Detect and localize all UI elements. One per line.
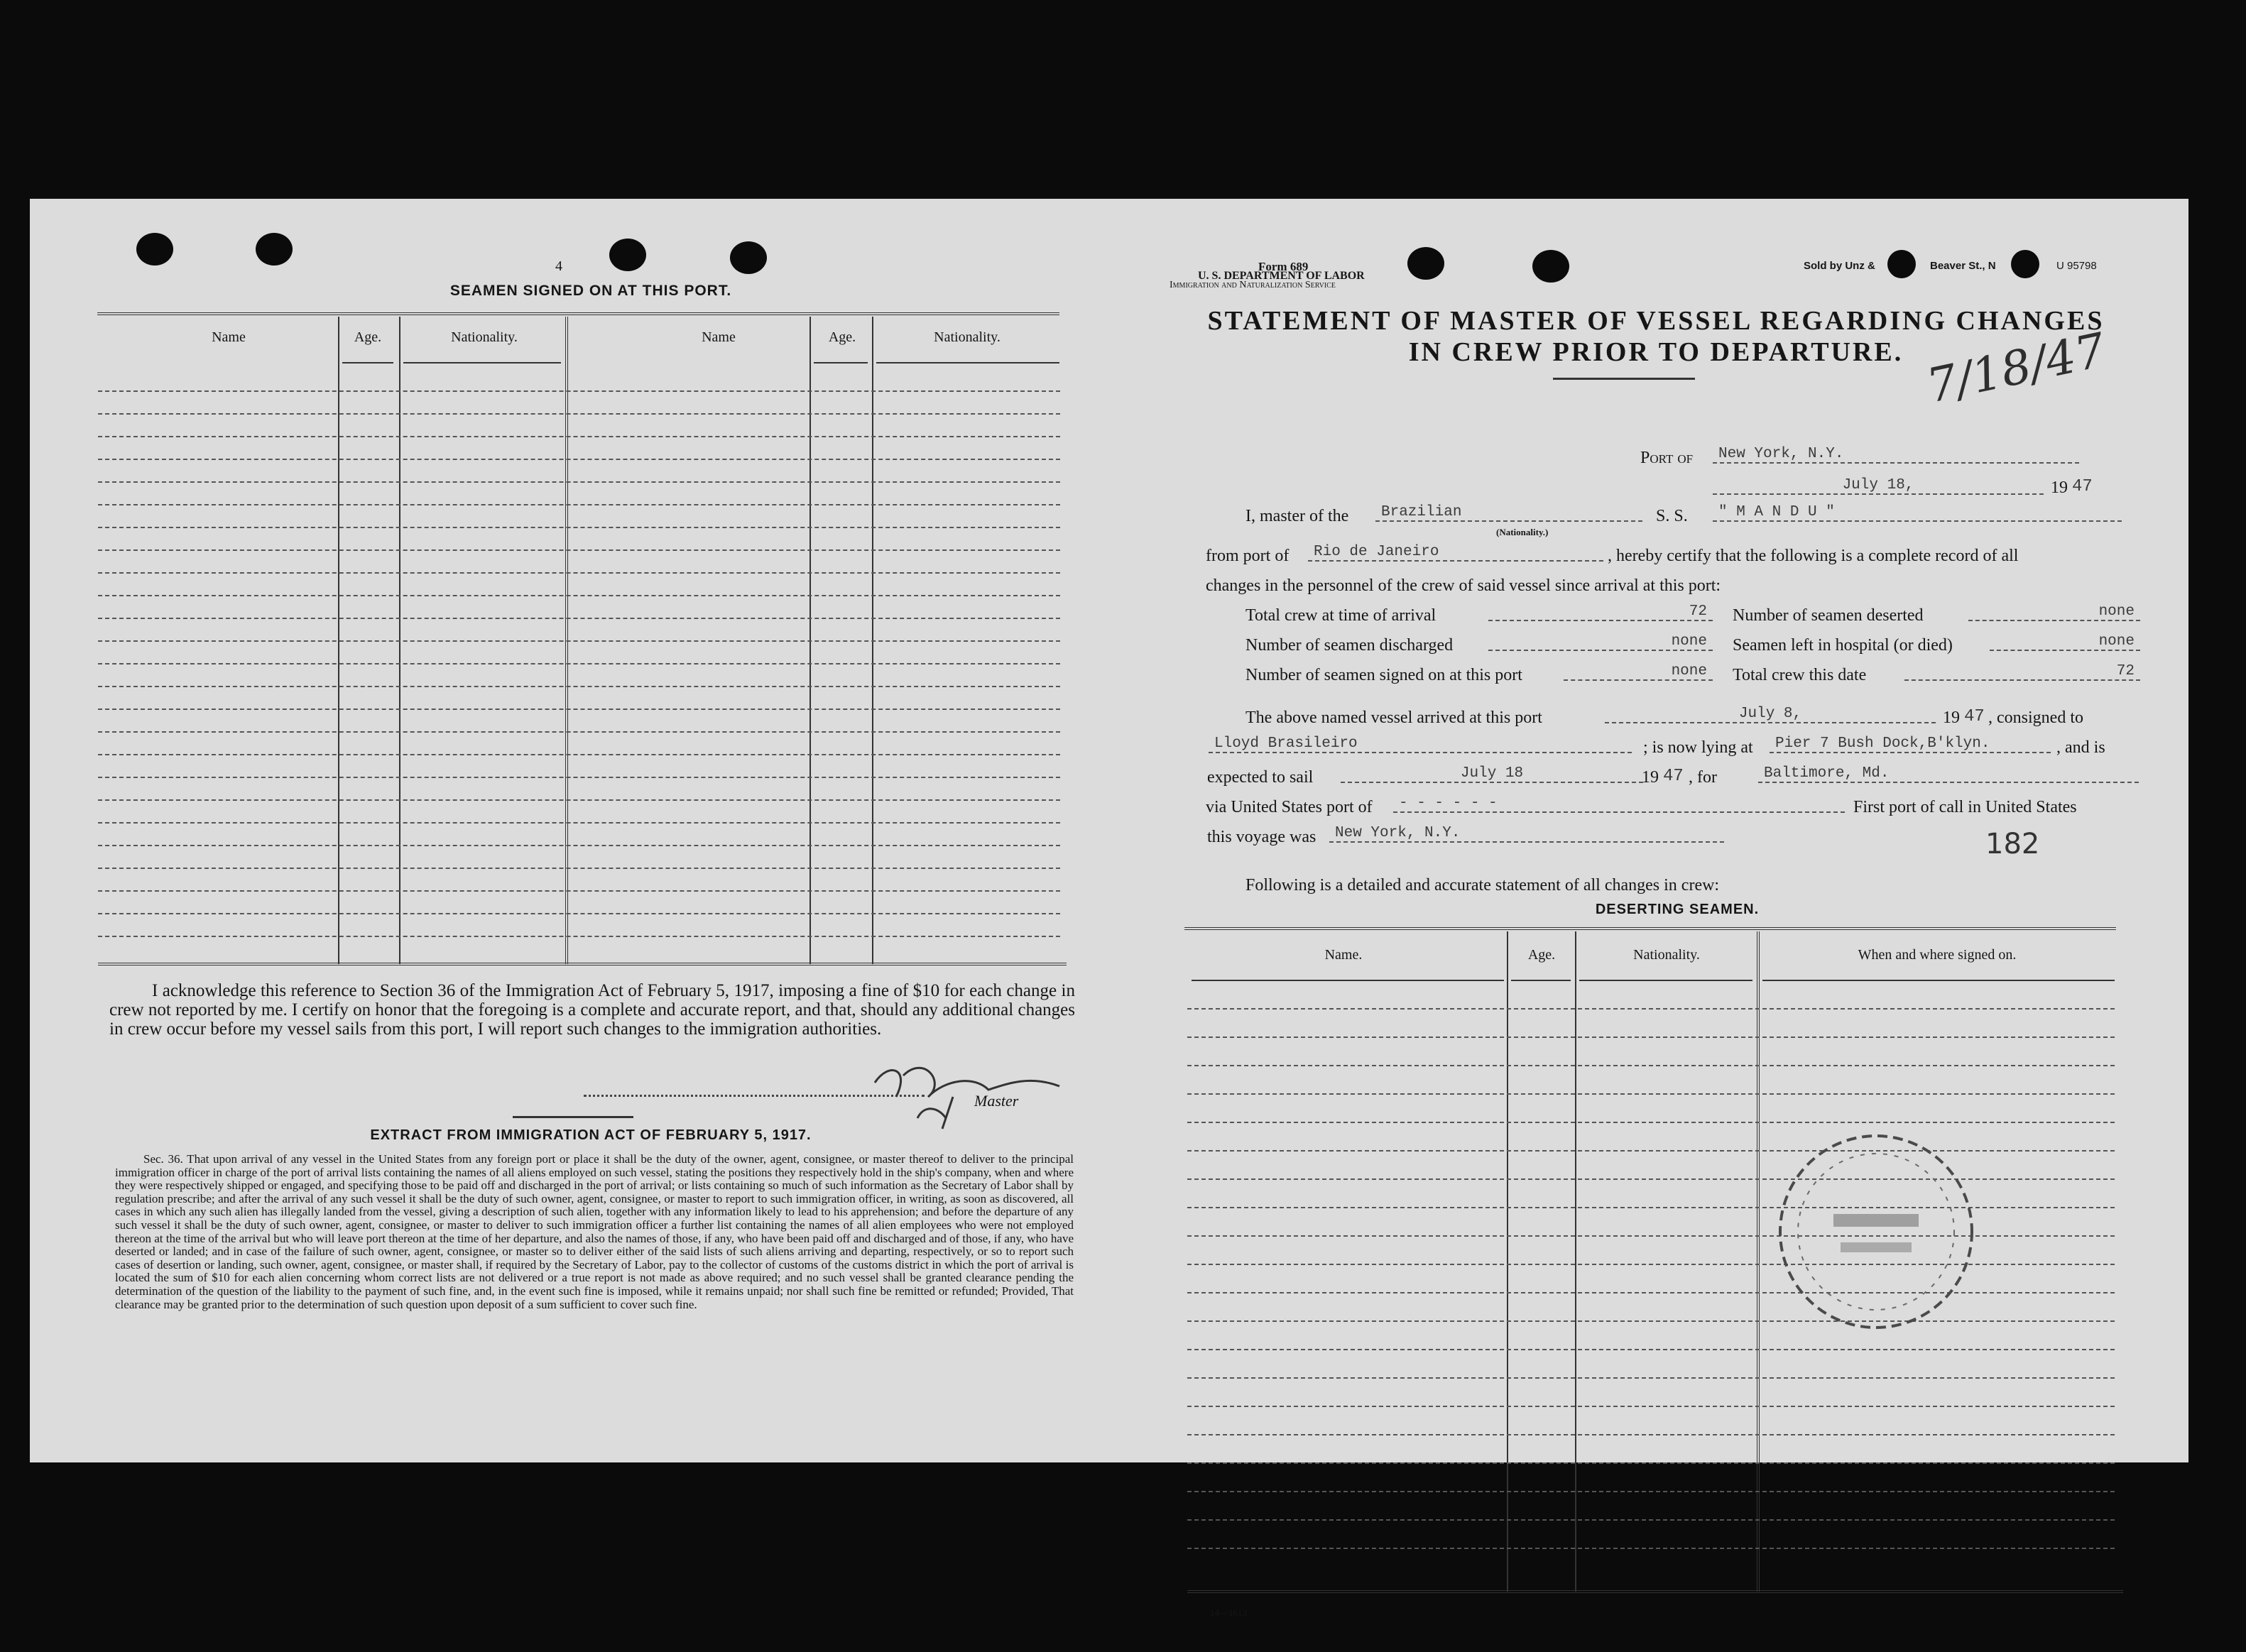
following-text: Following is a detailed and accurate statement of all changes in crew: (1245, 876, 1720, 895)
punch-hole (609, 239, 646, 271)
punch-hole (256, 233, 293, 266)
stat-value: none (1488, 633, 1713, 651)
stat-label: Number of seamen deserted (1733, 606, 1924, 625)
sail-year-prefix: 19 (1642, 768, 1659, 787)
punch-hole (136, 233, 173, 266)
extract-text: Sec. 36. That upon arrival of any vessel in the United States from any foreign port or place it shall be the duty of the owner, agent, consignee, or master thereof to deliver to the principal immigration officer in charge of the port of arrival lists containing the names of all aliens employed on such vessel, stating the positions they respectively hold in the ship's company, when and where they were respectively shipped or engaged, and specifying those to be paid off and discharged in the port of arrival; or lists containing so much of such information as the Secretary of Labor shall by regulation prescribe; and after the arrival of any such vessel it shall be the duty of such owner, agent, consignee, or master to report to such immigration officer, in writing, as soon as discovered, all cases in which any such alien has illegally landed from the vessel, giving a description of such alien, together with any information likely to lead to his apprehension; and before the departure of any such vessel it shall be the duty of such owner, agent, consignee, or master to deliver to such immigration officer a further list containing the names of all alien employees who were not employed thereon at the time of the arrival but who will leave port thereon at the time of her departure, and also the names of those, if any, who have been paid off and discharged and of those, if any, who have deserted or landed; and in case of the failure of such owner, agent, consignee, or master so to deliver either of the said lists of such aliens arriving and departing, respectively, or so to report such cases of desertion or landing, such owner, agent, consignee, or master shall, if required by the Secretary of Labor, pay to the collector of customs of the customs district in which the port of arrival is located the sum of $10 for each alien concerning whom correct lists are not delivered or a true report is not made as above required; and no such vessel shall be granted clearance pending the determination of the question of the liability to the payment of such fine, and, in the event such fine is imposed, while it remains unpaid; nor shall such fine be remitted or refunded; Provided, That clearance may be granted prior to the determination of such question upon deposit of a sum sufficient to cover such fine. (115, 1152, 1074, 1311)
handwritten-date: 7/18/47 (1921, 322, 2110, 414)
stat-value: 72 (1488, 603, 1713, 621)
department-name: U. S. DEPARTMENT OF LABOR (1198, 270, 1365, 282)
circular-stamp (1762, 1129, 1990, 1335)
column-header: Name (212, 329, 246, 345)
punch-hole (1887, 250, 1916, 278)
seller-name: Sold by Unz & (1804, 260, 1875, 272)
page-number: 4 (555, 258, 562, 274)
form-title-line2: IN CREW PRIOR TO DEPARTURE. (1408, 337, 1904, 367)
form-title-line1: STATEMENT OF MASTER OF VESSEL REGARDING CHANGES (1207, 306, 2105, 336)
nationality-caption: (Nationality.) (1496, 527, 1549, 537)
lying-label: ; is now lying at (1643, 738, 1753, 757)
document-sheet (30, 199, 2188, 1618)
destination-field: Baltimore, Md. (1758, 765, 2139, 783)
sail-year: 47 (1663, 767, 1684, 786)
print-code: 14—1613 (1210, 1607, 1247, 1618)
date-year: 47 (2072, 477, 2093, 496)
sail-label: expected to sail (1207, 768, 1314, 787)
seller-address: Beaver St., N (1930, 260, 1996, 272)
nationality-field: Brazilian (1375, 504, 1642, 522)
sail-date-field: July 18 (1341, 765, 1643, 783)
column-header: Nationality. (451, 329, 518, 345)
and-is-text: , and is (2056, 738, 2105, 757)
voyage-label: this voyage was (1207, 828, 1316, 846)
ship-name-field: " M A N D U " (1713, 504, 2122, 522)
punch-hole (730, 241, 767, 274)
consignee-field: Lloyd Brasileiro (1209, 735, 1632, 753)
consigned-label: , consigned to (1988, 709, 2083, 727)
stat-value: none (1564, 663, 1713, 681)
column-header: Name. (1324, 947, 1363, 963)
via-field: - - - - - - (1393, 795, 1845, 813)
column-header: Age. (1527, 947, 1556, 963)
stat-value: none (1990, 633, 2140, 651)
from-port-field: Rio de Janeiro (1308, 544, 1603, 562)
punch-hole (2011, 250, 2039, 278)
stat-label: Total crew at time of arrival (1245, 606, 1437, 625)
extract-title: EXTRACT FROM IMMIGRATION ACT OF FEBRUARY 5, 1917. (370, 1127, 812, 1143)
service-name: Immigration and Naturalization Service (1170, 280, 1336, 290)
certify-text: , hereby certify that the following is a complete record of all (1608, 547, 2019, 565)
form-number: Form 689 (1258, 260, 1309, 273)
column-header: Nationality. (1633, 947, 1700, 963)
stat-label: Number of seamen signed on at this port (1245, 666, 1522, 684)
punch-hole (1532, 250, 1569, 283)
first-port-label: First port of call in United States (1853, 798, 2077, 816)
stat-label: Total crew this date (1733, 666, 1867, 684)
stat-value: 72 (1904, 663, 2140, 681)
via-label: via United States port of (1206, 798, 1373, 816)
arrived-year-prefix: 19 (1943, 709, 1960, 727)
port-label: Port of (1640, 449, 1694, 467)
date-field: July 18, (1713, 477, 2044, 495)
arrived-date-field: July 8, (1605, 706, 1936, 723)
column-header: Age. (354, 329, 382, 345)
master-signature (846, 1054, 1095, 1132)
voyage-field: New York, N.Y. (1329, 825, 1724, 843)
signature-label: Master (974, 1092, 1019, 1110)
column-header: Nationality. (934, 329, 1001, 345)
stat-label: Number of seamen discharged (1245, 636, 1454, 655)
column-header: Name (702, 329, 736, 345)
port-field: New York, N.Y. (1713, 446, 2079, 464)
deserting-title: DESERTING SEAMEN. (1595, 902, 1760, 917)
for-label: , for (1689, 768, 1717, 787)
changes-text: changes in the personnel of the crew of said vessel since arrival at this port: (1206, 576, 1721, 595)
arrived-year: 47 (1964, 707, 1985, 726)
from-port-label: from port of (1206, 547, 1290, 565)
acknowledgement-text: I acknowledge this reference to Section 36 of the Immigration Act of February 5, 1917, imposing a fine of $10 for each change in crew not reported by me. I certify on honor that the foregoing is a complete and accurate report, and that, should any additional changes in crew occur before my vessel sails from this port, I will report such changes to the immigration authorities. (109, 981, 1075, 1039)
arrived-label: The above named vessel arrived at this port (1245, 709, 1542, 727)
punch-hole (1407, 247, 1444, 280)
date-year-prefix: 19 (2051, 478, 2068, 497)
lying-field: Pier 7 Bush Dock,B'klyn. (1770, 735, 2051, 753)
handwritten-number: 182 (1985, 828, 2040, 860)
stock-number: U 95798 (2056, 260, 2097, 272)
stat-value: none (1968, 603, 2140, 621)
stat-label: Seamen left in hospital (or died) (1733, 636, 1953, 655)
column-header: Age. (828, 329, 856, 345)
master-label: I, master of the (1245, 507, 1349, 525)
ss-label: S. S. (1656, 507, 1688, 525)
column-header: When and where signed on. (1858, 947, 2017, 963)
seamen-signed-on-title: SEAMEN SIGNED ON AT THIS PORT. (449, 283, 732, 299)
